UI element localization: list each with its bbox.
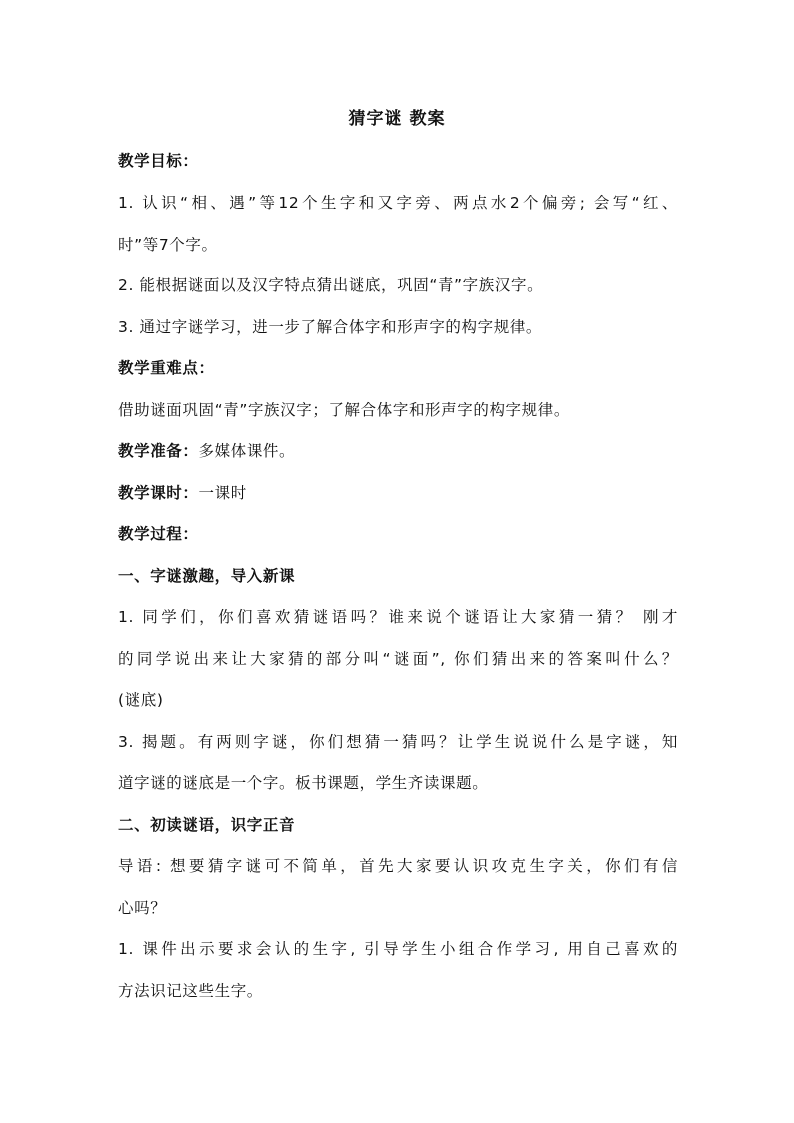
objective-line-2: 时”等7个字。 — [118, 236, 218, 254]
section1-heading: 一、字谜激趣，导入新课 — [118, 566, 296, 585]
section1-line-3: (谜底) — [118, 691, 164, 709]
period-label: 教学课时： — [118, 483, 199, 502]
prep-row — [118, 439, 678, 463]
prep-value: 多媒体课件。 — [198, 442, 296, 460]
section1-line-5: 道字谜的谜底是一个字。板书课题，学生齐读课题。 — [118, 774, 489, 792]
section1-line-2: 的同学说出来让大家猜的部分叫“谜面”, 你们猜出来的答案叫什么？ — [118, 650, 678, 668]
period-row — [118, 481, 678, 505]
objective-line-1: 1. 认识“相、遇”等12个生字和又字旁、两点水2个偏旁; 会写“红、 — [118, 194, 678, 212]
key-points-heading: 教学重难点： — [118, 358, 215, 377]
section2-line-3: 1. 课件出示要求会认的生字, 引导学生小组合作学习, 用自己喜欢的 — [118, 940, 678, 958]
section2-line-2: 心吗？ — [118, 899, 167, 917]
section2-line-1: 导语: 想要猜字谜可不简单，首先大家要认识攻克生字关，你们有信 — [118, 857, 678, 875]
key-points-text: 借助谜面巩固“青”字族汉字；了解合体字和形声字的构字规律。 — [118, 401, 570, 419]
section2-line-4: 方法识记这些生字。 — [118, 982, 263, 1000]
prep-label: 教学准备： — [118, 441, 199, 460]
document-title: 猜字谜 教案 — [348, 109, 446, 129]
objectives-heading: 教学目标： — [118, 151, 199, 170]
section1-line-4: 3. 揭题。有两则字谜，你们想猜一猜吗？让学生说说什么是字谜，知 — [118, 733, 678, 751]
process-heading: 教学过程： — [118, 524, 199, 543]
objective-line-4: 3. 通过字谜学习，进一步了解合体字和形声字的构字规律。 — [118, 318, 543, 336]
section1-line-1: 1. 同学们，你们喜欢猜谜语吗？谁来说个谜语让大家猜一猜？ 刚才 — [118, 608, 678, 626]
section2-heading: 二、初读谜语，识字正音 — [118, 815, 296, 834]
period-value: 一课时 — [198, 484, 247, 502]
objective-line-3: 2. 能根据谜面以及汉字特点猜出谜底，巩固“青”字族汉字。 — [118, 276, 544, 294]
